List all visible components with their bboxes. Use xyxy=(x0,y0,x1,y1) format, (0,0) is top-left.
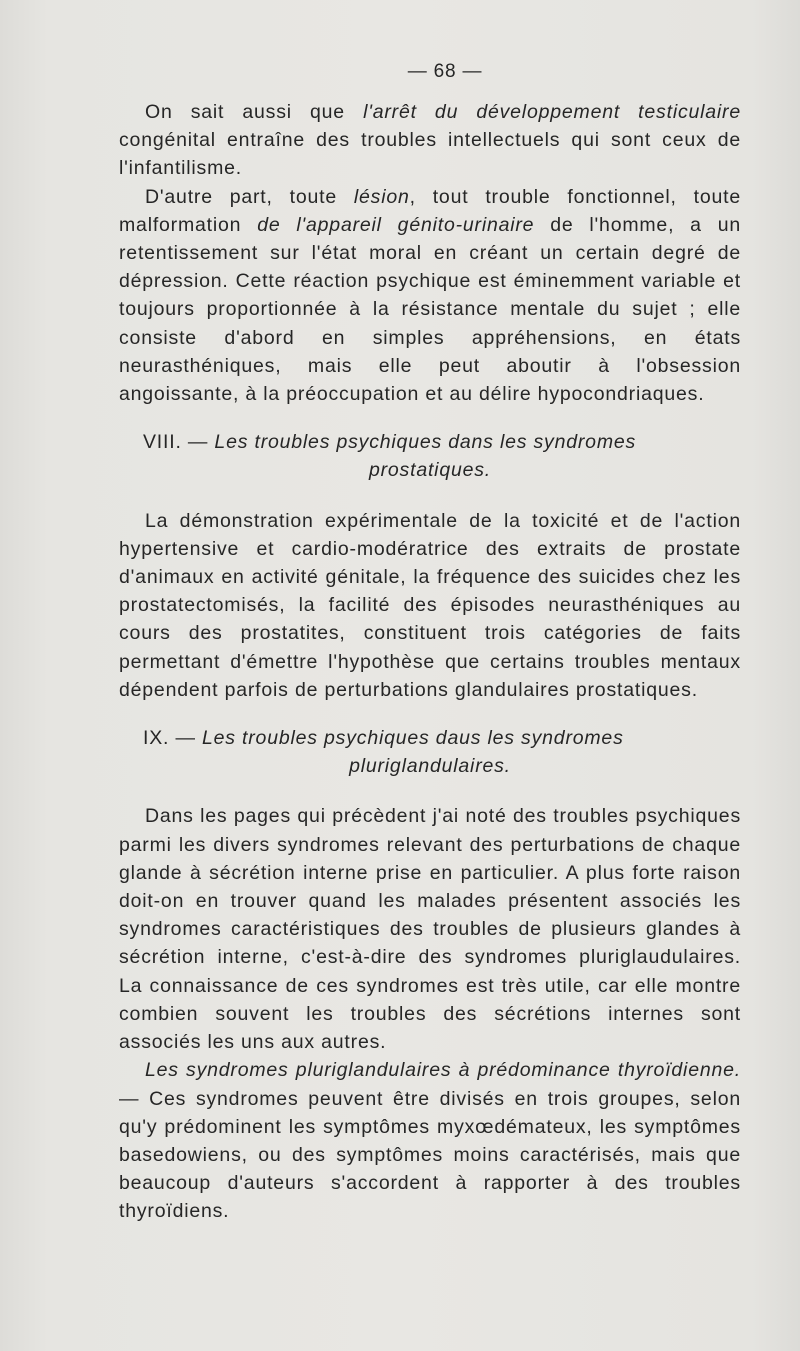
paragraph-text: D'autre part, toute xyxy=(145,185,354,208)
italic-term: lésion xyxy=(353,185,410,208)
paragraph-text: , tout trouble fonctionnel, toute malformation xyxy=(119,185,741,236)
section-title: Les troubles psychiques dans les syndromes xyxy=(214,431,637,454)
page-content xyxy=(119,58,741,1226)
section-title: Les troubles psychiques daus les syndromes xyxy=(201,727,624,750)
paragraph-pluriglandular: Dans les pages qui précèdent j'ai noté des troubles psychiques parmi les divers syndromes relevant des perturbations de chaque glande à sécrétion interne prise en particulier. A plus forte raison doit-on en trouver quand les malades présentent associés les syndromes caractéristiques des troubles de plusieurs glandes à sécrétion interne, c'est-à-dire des syndromes pluriglaudulaires. La connaissance de ces syndromes est très utile, car elle montre combien souvent les troubles des sécrétions internes sont associés les uns aux autres. xyxy=(119,805,741,1054)
section-heading-ix xyxy=(119,724,741,780)
italic-term: de l'appareil génito-urinaire xyxy=(257,213,535,236)
paragraph-genito-urinary xyxy=(119,183,741,409)
paragraph-prostatic: La démonstration expérimentale de la toxicité et de l'action hypertensive et cardio-modératrice des extraits de prostate d'animaux en activité génitale, la fréquence des suicides chez les prostatectomisés, la facilité des épisodes neurasthéniques au cours des prostatites, constituent trois catégories de faits permettant d'émettre l'hypothèse que certains troubles mentaux dépendent parfois de perturbations glandulaires prostatiques. xyxy=(119,509,741,701)
section-numeral: VIII. — xyxy=(143,431,215,454)
section-title-continued: pluriglandulaires. xyxy=(349,755,511,778)
section-title-continued: prostatiques. xyxy=(368,459,492,482)
paragraph-text: — Ces syndromes peuvent être divisés en trois groupes, selon qu'y prédominent les symptômes myxœdémateux, les symptômes basedowiens, ou des symptômes moins caractérisés, mais que beaucoup d'auteurs s'accordent à rapporter à des troubles thyroïdiens. xyxy=(119,1087,741,1223)
italic-subheading: Les syndromes pluriglandulaires à prédominance thyroïdienne. xyxy=(145,1059,741,1082)
page-number: — 68 — xyxy=(407,61,483,82)
paragraph-infantilism xyxy=(119,98,741,183)
paragraph-text: de l'homme, a un retentissement sur l'état moral en créant un certain degré de dépression. Cette réaction psychique est éminemment variable et toujours proportionnée à la résistance mentale du sujet ; elle consiste d'abord en simples appréhensions, en états neurasthéniques, mais elle peut aboutir à l'obsession angoissante, à la préoccupation et au délire hypocondriaques. xyxy=(119,213,741,406)
section-heading-viii xyxy=(119,428,741,484)
paragraph-thyroid xyxy=(119,1056,741,1225)
section-numeral: IX. — xyxy=(143,727,202,750)
paragraph-text: On sait aussi que xyxy=(145,101,364,123)
paragraph-text: congénital entraîne des troubles intellectuels qui sont ceux de l'infantilisme. xyxy=(119,129,741,180)
italic-term: l'arrêt du développement testiculaire xyxy=(363,101,741,123)
